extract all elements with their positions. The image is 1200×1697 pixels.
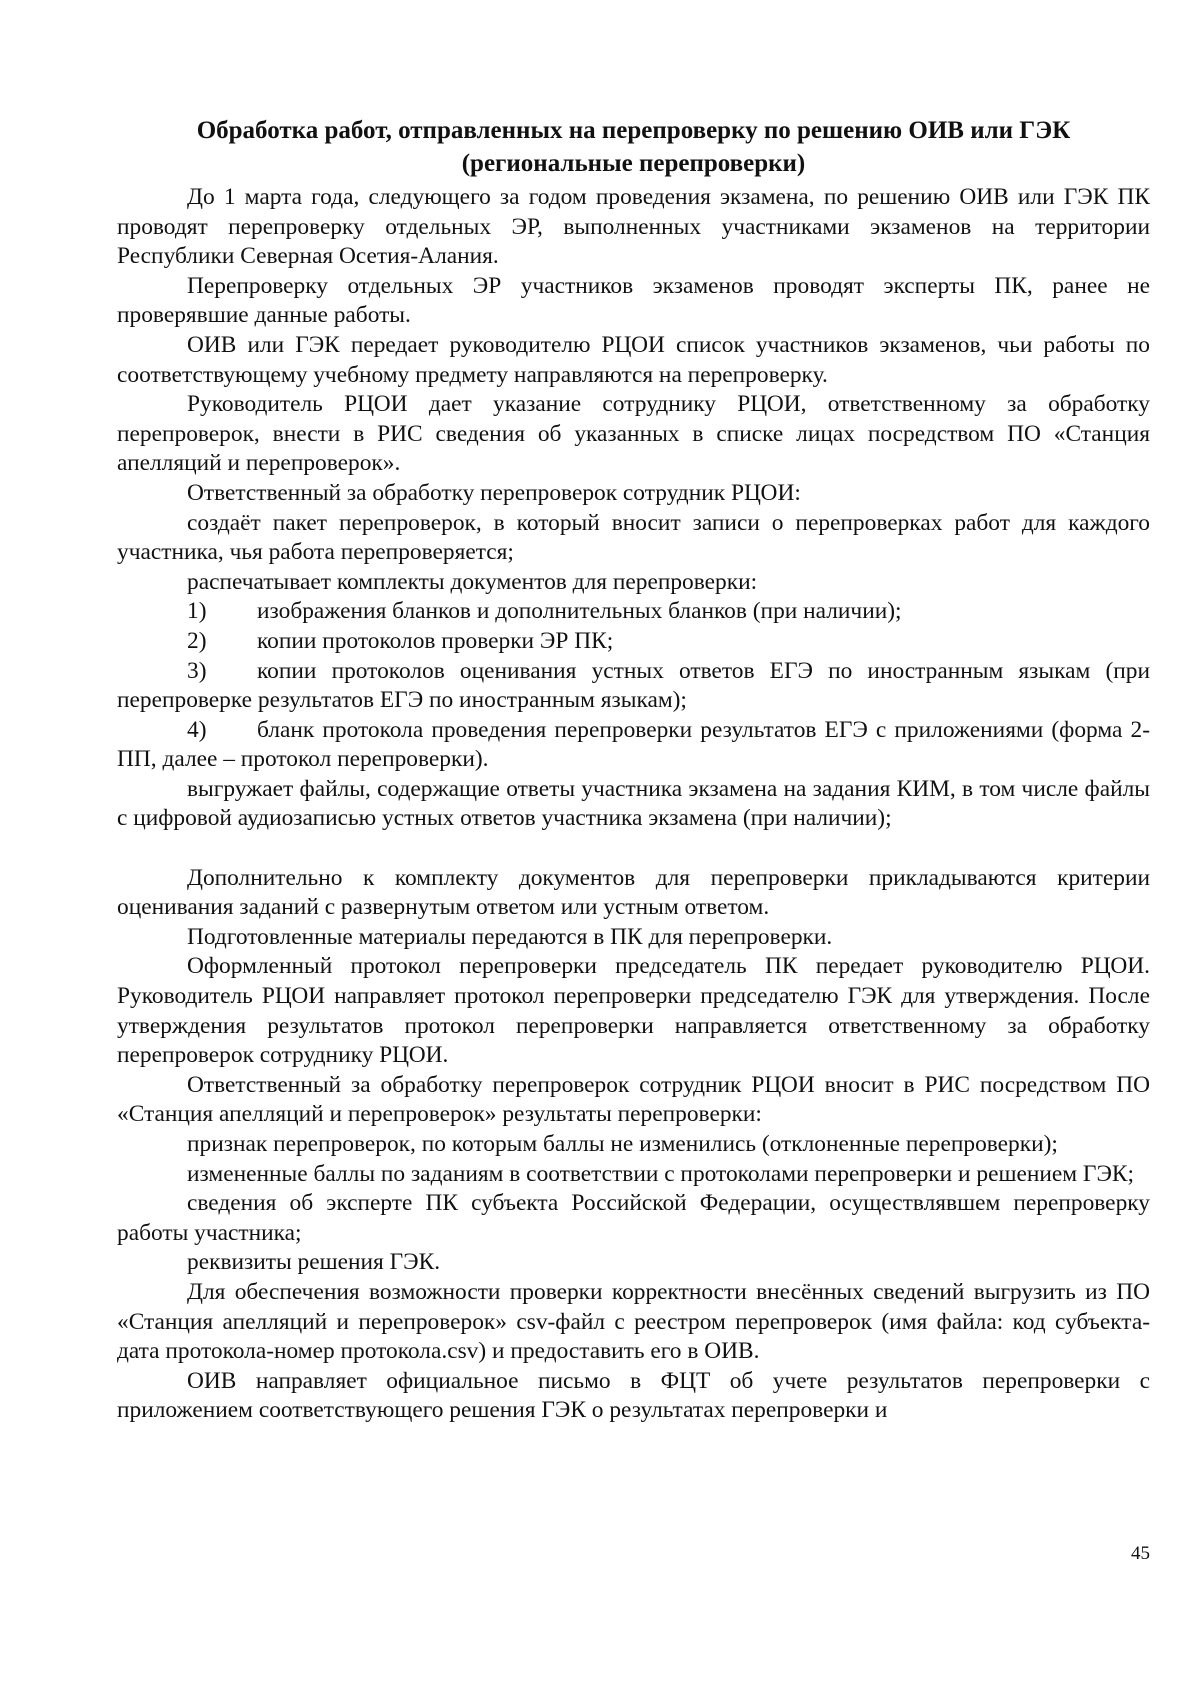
paragraph: распечатывает комплекты документов для перепроверки:	[187, 568, 758, 595]
blank-line	[117, 834, 1150, 864]
list-item-text: копии протоколов оценивания устных ответов ЕГЭ по иностранным языкам (при перепроверке результатов ЕГЭ по иностранным языкам);	[117, 657, 1150, 714]
paragraph: Руководитель РЦОИ дает указание сотруднику РЦОИ, ответственному за обработку перепроверок, внести в РИС сведения об указанных в списке лицах посредством ПО «Станция апелляций и перепроверок».	[117, 391, 1150, 477]
section-title-line-1: Обработка работ, отправленных на перепроверку по решению ОИВ или ГЭК	[196, 117, 1071, 144]
list-item	[117, 716, 1150, 775]
paragraph: измененные баллы по заданиям в соответствии с протоколами перепроверки и решением ГЭК;	[187, 1160, 1134, 1187]
list-item-text: копии протоколов проверки ЭР ПК;	[257, 627, 614, 654]
list-item-number: 4)	[187, 716, 207, 743]
list-item	[117, 657, 1150, 716]
paragraph: реквизиты решения ГЭК.	[187, 1249, 441, 1276]
paragraph: До 1 марта года, следующего за годом проведения экзамена, по решению ОИВ или ГЭК ПК проводят перепроверку отдельных ЭР, выполненных участниками экзаменов на территории Республики Северная Осетия-Алания.	[117, 184, 1150, 270]
paragraph: ОИВ или ГЭК передает руководителю РЦОИ список участников экзаменов, чьи работы по соответствующему учебному предмету направляются на перепроверку.	[117, 331, 1150, 388]
section-title-line-2: (региональные перепроверки)	[461, 150, 806, 177]
list-item-text: изображения бланков и дополнительных бланков (при наличии);	[257, 598, 902, 625]
page-number: 45	[1131, 1543, 1150, 1564]
paragraph: Ответственный за обработку перепроверок сотрудник РЦОИ:	[187, 479, 801, 506]
paragraph: Для обеспечения возможности проверки корректности внесённых сведений выгрузить из ПО «Станция апелляций и перепроверок» csv-файл с реестром перепроверок (имя файла: код субъекта-дата протокола-номер протокола.csv) и предоставить его в ОИВ.	[117, 1278, 1150, 1365]
paragraph: создаёт пакет перепроверок, в который вносит записи о перепроверках работ для каждого участника, чья работа перепроверяется;	[117, 509, 1150, 566]
paragraph: Ответственный за обработку перепроверок сотрудник РЦОИ вносит в РИС посредством ПО «Станция апелляций и перепроверок» результаты перепроверки:	[117, 1071, 1150, 1128]
paragraph: выгружает файлы, содержащие ответы участника экзамена на задания КИМ, в том числе файлы с цифровой аудиозаписью устных ответов участника экзамена (при наличии);	[117, 775, 1150, 832]
paragraph: Дополнительно к комплекту документов для перепроверки прикладываются критерии оценивания заданий с развернутым ответом или устным ответом.	[117, 864, 1150, 921]
list-item	[117, 627, 1150, 657]
paragraph: Перепроверку отдельных ЭР участников экзаменов проводят эксперты ПК, ранее не проверявшие данные работы.	[117, 272, 1150, 329]
section-title	[117, 114, 1150, 180]
paragraph: Подготовленные материалы передаются в ПК для перепроверки.	[187, 923, 833, 950]
list-item-number: 3)	[187, 657, 207, 684]
list-item-number: 1)	[187, 598, 207, 625]
list-item-text: бланк протокола проведения перепроверки результатов ЕГЭ с приложениями (форма 2-ПП, далее – протокол перепроверки).	[117, 716, 1150, 773]
paragraph: сведения об эксперте ПК субъекта Российской Федерации, осуществлявшем перепроверку работы участника;	[117, 1190, 1150, 1246]
list-item-number: 2)	[187, 627, 207, 654]
paragraph: Оформленный протокол перепроверки председатель ПК передает руководителю РЦОИ. Руководитель РЦОИ направляет протокол перепроверки председателю ГЭК для утверждения. После утверждения результатов протокол перепроверки направляется ответственному за обработку перепроверок сотруднику РЦОИ.	[117, 953, 1150, 1069]
page-body	[117, 114, 1150, 1426]
paragraph: ОИВ направляет официальное письмо в ФЦТ об учете результатов перепроверки с приложением соответствующего решения ГЭК о результатах перепроверки и	[117, 1367, 1150, 1424]
paragraph: признак перепроверок, по которым баллы не изменились (отклоненные перепроверки);	[187, 1131, 1058, 1157]
list-item	[117, 597, 1150, 627]
